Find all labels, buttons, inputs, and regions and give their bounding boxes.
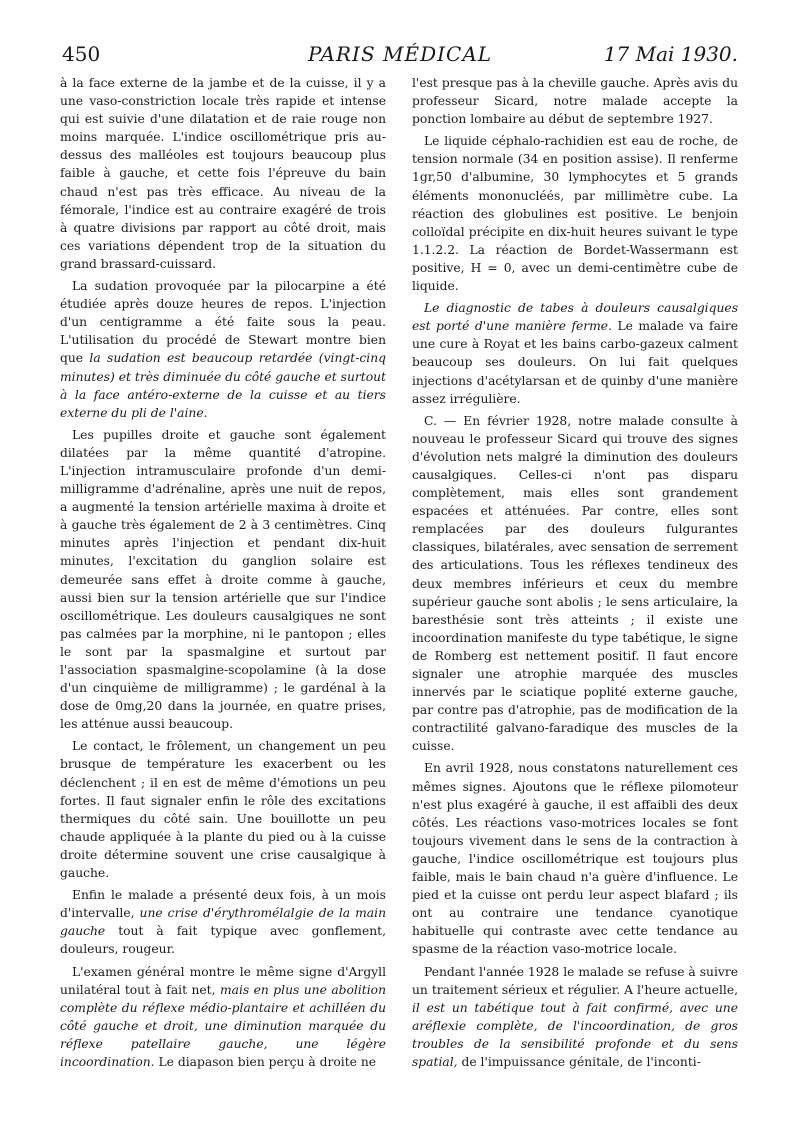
text-run: tout à fait typique avec gonflement, douleurs, rougeur. — [60, 924, 386, 957]
text-run: Les pupilles droite et gauche sont également dilatées par la même quantité d'atropine. L'injection intramusculaire profonde d'un demi-milligramme d'adrénaline, après une nuit de repos, a augmenté la tension artérielle maxima à droite et à gauche très également de 2 à 3 centimètres. Cinq minutes après l'injection et pendant dix-huit minutes, l'excitation du ganglion solaire est demeurée sans effet à droite comme à gauche, aussi bien sur la tension artérielle que sur l'indice oscillométrique. Les douleurs causalgiques ne sont pas calmées par la morphine, ni le pantopon ; elles le sont par la spasmalgine et surtout par l'association spasmalgine-scopolamine (à la dose d'un cinquième de milligramme) ; le gardénal à la dose de 0mg,20 dans la journée, en quatre prises, les atténue aussi beaucoup. — [60, 427, 386, 732]
text-run: Enfin le malade a présenté deux fois, à un mois d'intervalle, — [60, 888, 386, 921]
text-run: Pendant l'année 1928 le malade se refuse à suivre un traitement sérieux et régulier. A l'heure actuelle, — [412, 964, 738, 997]
italic-text: mais en plus une abolition complète du réflexe médio-plantaire et achilléen du côté gauche et droit, une diminution marquée du réflexe patellaire gauche, une légère incoordination. — [60, 982, 386, 1069]
italic-text: Le diagnostic de tabes à douleurs causalgiques est porté d'une manière ferme. — [412, 301, 738, 334]
text-run: Le liquide céphalo-rachidien est eau de roche, de tension normale (34 en position assise). Il renferme 1gr,50 d'albumine, 30 lymphocytes et 5 grands éléments mononucléés, par millimètre cube. La réaction des globulines est positive. Le benjoin colloïdal précipite en dix-huit heures suivant le type 1.1.2.2. La réaction de Bordet-Wassermann est positive, H = 0, avec un demi-centimètre cube de liquide. — [412, 134, 738, 294]
paragraph — [412, 963, 738, 1072]
text-run: L'examen général montre le même signe d'Argyll unilatéral tout à fait net, — [60, 964, 386, 997]
text-run: C. — En février 1928, notre malade consulte à nouveau le professeur Sicard qui trouve des signes d'évolution nets malgré la diminution des douleurs causalgiques. Celles-ci n'ont pas disparu complètement, mais elles sont grandement espacées et atténuées. Par contre, elles sont remplacées par des douleurs fulgurantes classiques, bilatérales, avec sensation de serrement des articulations. Tous les réflexes tendineux des deux membres inférieurs et ceux du membre supérieur gauche sont abolis ; le sens articulaire, la baresthésie sont très atteints ; il existe une incoordination manifeste du type tabétique, le signe de Romberg est nettement positif. Il faut encore signaler une atrophie marquée des muscles innervés par le sciatique poplité externe gauche, par contre pas d'atrophie, pas de modification de la contractilité galvano-faradique des muscles de la cuisse. — [412, 413, 738, 754]
paragraph — [60, 426, 386, 734]
italic-text: il est un tabétique tout à fait confirmé, avec une aréflexie complète, de l'incoordination, de gros troubles de la sensibilité profonde et du sens spatial, — [412, 1000, 738, 1069]
paragraph — [412, 74, 738, 128]
paragraph — [412, 412, 738, 756]
text-run: Le diapason bien perçu à droite ne — [154, 1054, 377, 1069]
italic-text: une crise d'érythromélalgie de la main gauche — [60, 906, 386, 939]
paragraph — [60, 886, 386, 958]
paragraph — [412, 299, 738, 408]
text-run: Le malade va faire une cure à Royat et les bains carbo-gazeux calment beaucoup ses douleurs. On lui fait quelques injections d'acétylarsan et de quinby d'une manière assez irrégulière. — [412, 319, 738, 406]
text-run: à la face externe de la jambe et de la cuisse, il y a une vaso-constriction locale très rapide et intense qui est suivie d'une dilatation et de raie rouge non moins marquée. L'indice oscillométrique pris au-dessus des malléoles est toujours beaucoup plus faible à gauche, et cette fois l'épreuve du bain chaud n'est pas très efficace. Au niveau de la fémorale, l'indice est au contraire exagéré de trois à quatre divisions par rapport au côté droit, mais ces variations dépendent trop de la situation du grand brassard-cuissard. — [60, 76, 386, 271]
text-run: En avril 1928, nous constatons naturellement ces mêmes signes. Ajoutons que le réflexe pilomoteur n'est plus exagéré à gauche, il est affaibli des deux côtés. Les réactions vaso-motrices locales se font toujours vivement dans le sens de la contraction à gauche, l'indice oscillométrique est toujours plus faible, mais le bain chaud n'a guère d'influence. Le pied et la cuisse ont perdu leur aspect blafard ; ils ont au contraire une tendance cyanotique habituelle qui contraste avec cette tendance au spasme de la réaction vaso-motrice locale. — [412, 761, 738, 957]
paragraph — [412, 759, 738, 958]
journal-title: PARIS MÉDICAL — [307, 42, 493, 66]
paragraph — [60, 963, 386, 1072]
text-run: Le contact, le frôlement, un changement un peu brusque de température les exacerbent ou les déclenchent ; il en est de même d'émotions un peu fortes. Il faut signaler enfin le rôle des excitations thermiques du côté sain. Une bouillotte un peu chaude appliquée à la plante du pied ou à la cuisse droite détermine souvent une crise causalgique à gauche. — [60, 739, 386, 881]
paragraph — [60, 277, 386, 422]
italic-text: la sudation est beaucoup retardée (vingt-cinq minutes) et très diminuée du côté gauche et surtout à la face antéro-externe de la cuisse et au tiers externe du pli de l'aine. — [60, 351, 386, 420]
right-column — [412, 74, 738, 1075]
left-column — [60, 74, 386, 1075]
text-run: de l'impuissance génitale, de l'inconti- — [457, 1054, 701, 1069]
paragraph — [412, 132, 738, 295]
text-run: l'est presque pas à la cheville gauche. Après avis du professeur Sicard, notre malade accepte la ponction lombaire au début de septembre 1927. — [412, 76, 738, 127]
paragraph — [60, 737, 386, 882]
page-number: 450 — [62, 42, 101, 66]
issue-date: 17 Mai 1930. — [603, 42, 738, 66]
text-run: La sudation provoquée par la pilocarpine a été étudiée après douze heures de repos. L'injection d'un centigramme a été faite sous la peau. L'utilisation du procédé de Stewart montre bien que — [60, 279, 386, 366]
paragraph — [60, 74, 386, 273]
page-header — [62, 30, 738, 64]
